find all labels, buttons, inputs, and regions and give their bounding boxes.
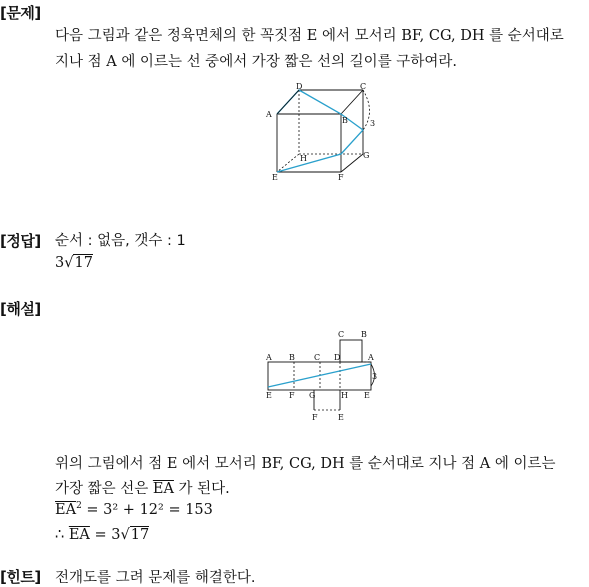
problem-line-1: 다음 그림과 같은 정육면체의 한 꼭짓점 E 에서 모서리 BF, CG, DH 를 순서대로 <box>55 28 564 44</box>
vertex-label: E <box>272 173 278 182</box>
vertex-label: B <box>342 116 348 125</box>
problem-line-2: 지나 점 A 에 이르는 선 중에서 가장 짧은 선의 길이를 구하여라. <box>55 54 457 70</box>
shortest-path-net <box>268 364 371 387</box>
therefore-symbol: ∴ <box>55 527 69 543</box>
net-label: B <box>289 353 295 362</box>
hint-text: 전개도를 그려 문제를 해결한다. <box>55 570 256 586</box>
equation-rest: = 3 <box>89 527 121 543</box>
explanation-label: [해설] <box>0 300 41 318</box>
answer-meta: 순서 : 없음, 갯수 : 1 <box>55 233 186 249</box>
explanation-line-1: 위의 그림에서 점 E 에서 모서리 BF, CG, DH 를 순서대로 지나 점 A 에 이르는 <box>55 456 556 472</box>
sqrt-sign: √ <box>64 255 74 271</box>
net-label: A <box>368 353 374 362</box>
segment-ea: $\overline{EA}$ <box>55 501 77 518</box>
equation-rest: = 3² + 12² = 153 <box>81 501 213 518</box>
answer-radicand: 17 <box>74 255 93 271</box>
answer-value <box>55 255 93 271</box>
net-label: E <box>338 413 344 422</box>
vertex-label: C <box>360 82 367 91</box>
vertex-label: F <box>338 173 344 182</box>
explanation-text: 가장 짧은 선은 <box>55 481 153 497</box>
problem-label: [문제] <box>0 4 41 22</box>
net-label: 3 <box>372 372 378 381</box>
explanation-text: 가 된다. <box>173 481 230 497</box>
vertex-label: A <box>266 110 272 119</box>
answer-label: [정답] <box>0 232 41 250</box>
vertex-label: D <box>296 82 303 91</box>
net-label: F <box>289 391 295 400</box>
net-label: D <box>334 353 341 362</box>
net-label: B <box>361 330 367 339</box>
segment-ea: $\overline{EA}$ <box>68 527 90 543</box>
vertex-label: G <box>363 151 370 160</box>
net-label: E <box>364 391 370 400</box>
sqrt-sign: √ <box>120 527 130 543</box>
edge-length-label: 3 <box>370 119 376 128</box>
hint-label: [힌트] <box>0 568 41 586</box>
vertex-label: H <box>300 154 307 163</box>
equation-2 <box>55 527 149 543</box>
net-label: A <box>266 353 272 362</box>
explanation-line-2 <box>55 477 230 498</box>
cube-figure <box>262 82 382 182</box>
net-label: C <box>338 330 345 339</box>
net-label: H <box>341 391 348 400</box>
net-label: F <box>312 413 318 422</box>
net-label: C <box>314 353 321 362</box>
shortest-path-cube <box>277 90 363 172</box>
net-label: E <box>266 391 272 400</box>
net-label: G <box>309 391 316 400</box>
equation-1: $\overline{EA}^2 = 3^2 + 12^2 = 153$ <box>55 501 213 518</box>
radicand: 17 <box>130 527 150 543</box>
answer-coef: 3 <box>55 255 65 271</box>
net-figure <box>262 328 382 426</box>
segment-ea: $\overline{EA}$ <box>152 481 174 497</box>
